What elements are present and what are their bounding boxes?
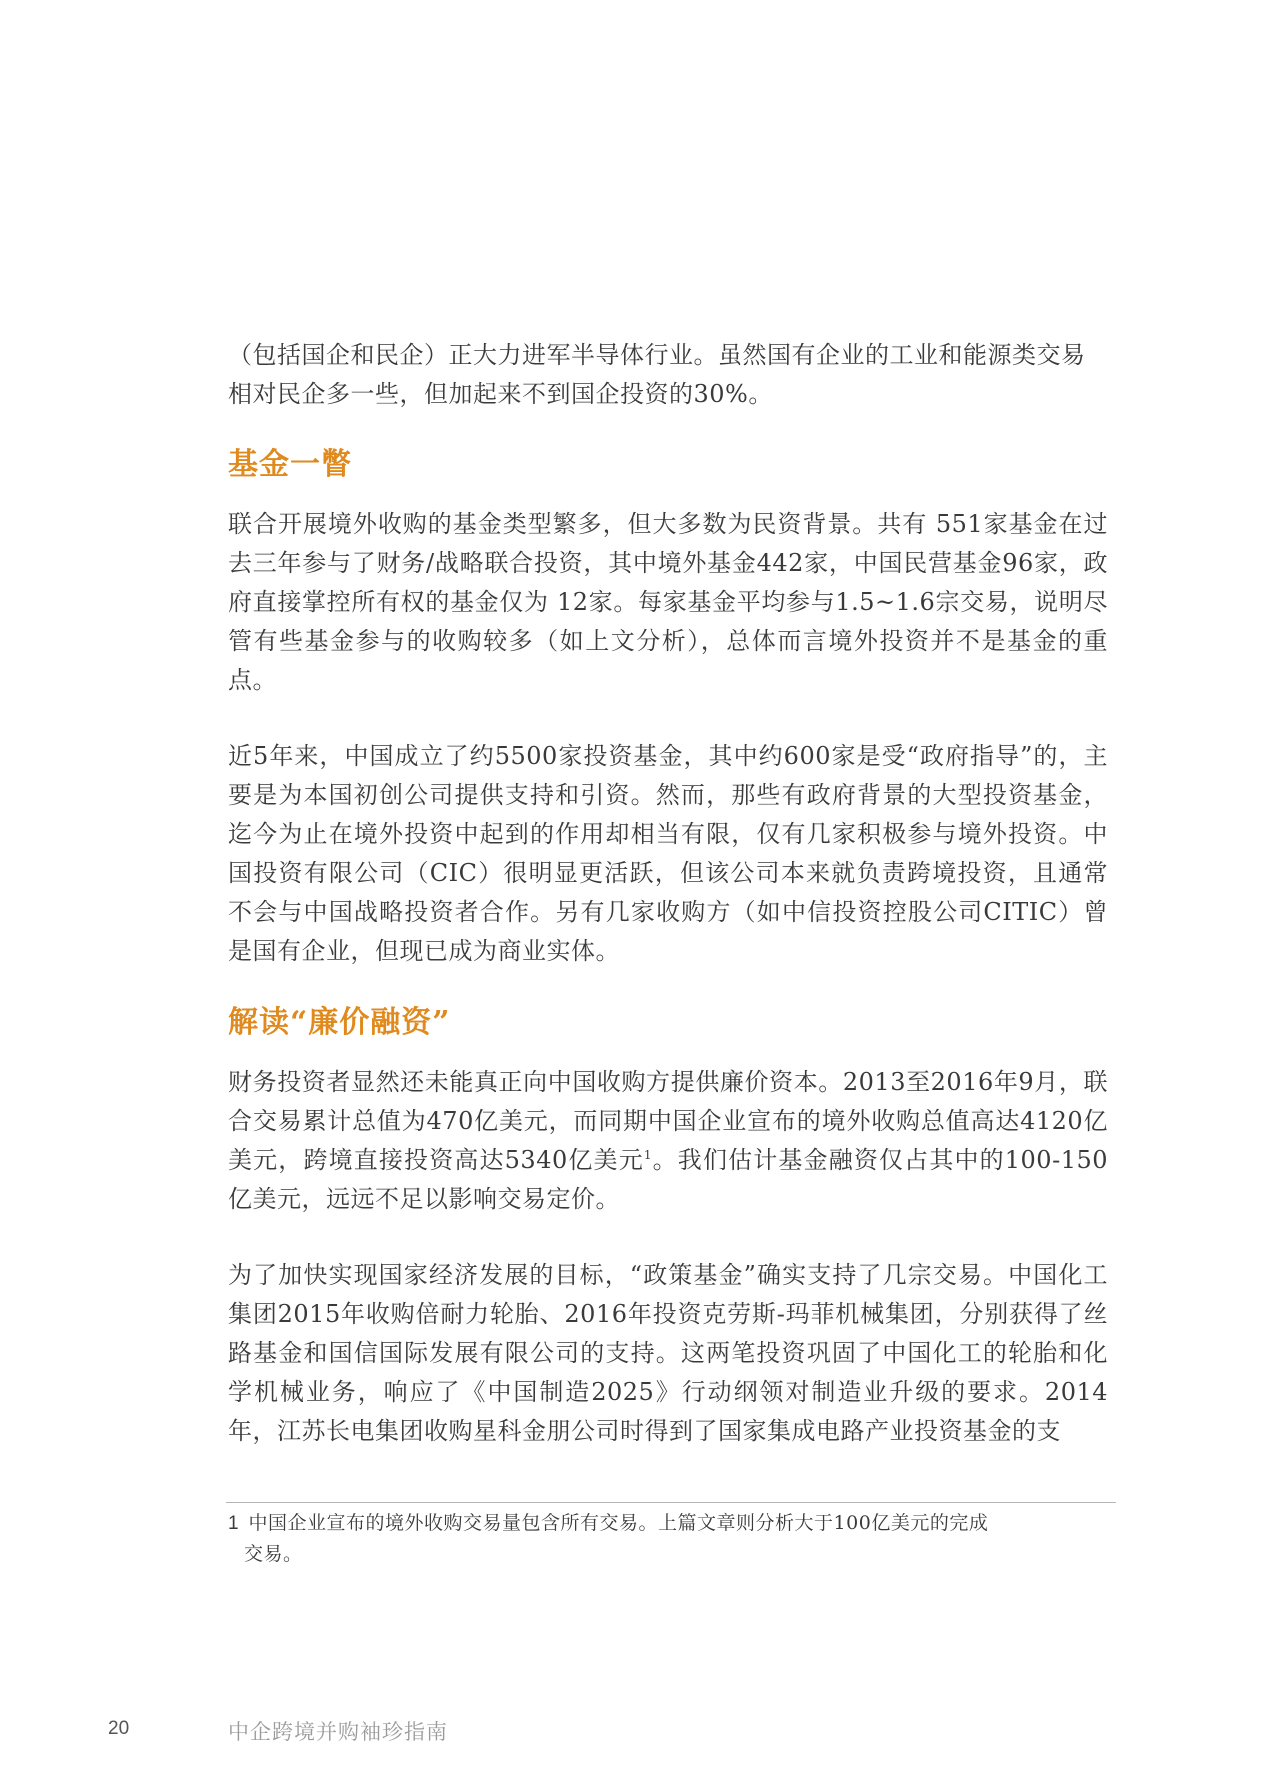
running-title: 中企跨境并购袖珍指南	[228, 1720, 448, 1744]
cheap-financing-text-a: 财务投资者显然还未能真正向中国收购方提供廉价资本。2013至2016年9月，联合交易累计总值为470亿美元，而同期中国企业宣布的境外收购总值高达4120亿美元，跨境直接投资高达5340亿美元	[228, 1068, 1108, 1174]
footnote-number: 1	[228, 1513, 240, 1534]
footnote	[228, 1508, 1108, 1569]
fund-overview-paragraph-1: 联合开展境外收购的基金类型繁多，但大多数为民资背景。共有 551家基金在过去三年参与了财务/战略联合投资，其中境外基金442家，中国民营基金96家，政府直接掌控所有权的基金仅为 12家。每家基金平均参与1.5~1.6宗交易，说明尽管有些基金参与的收购较多（如上文分析），总体而言境外投资并不是基金的重点。	[228, 510, 1108, 694]
main-content	[228, 336, 1108, 1451]
footnote-line-1	[228, 1508, 1108, 1539]
intro-line-2: 相对民企多一些，但加起来不到国企投资的30%。	[228, 380, 773, 408]
section-heading-fund-overview: 基金一瞥	[228, 447, 352, 482]
intro-line-1: （包括国企和民企）正大力进军半导体行业。虽然国有企业的工业和能源类交易	[228, 341, 1086, 369]
page-number: 20	[108, 1718, 130, 1739]
cheap-financing-text-b: 。我们估计基金融资仅占其中的100-150亿美元，远远不足以影响交易定价。	[228, 1146, 1108, 1213]
footnote-reference: 1	[643, 1148, 652, 1162]
fund-overview-paragraph-2: 近5年来，中国成立了约5500家投资基金，其中约600家是受“政府指导”的，主要是为本国初创公司提供支持和引资。然而，那些有政府背景的大型投资基金，迄今为止在境外投资中起到的作用却相当有限，仅有几家积极参与境外投资。中国投资有限公司（CIC）很明显更活跃，但该公司本来就负责跨境投资，且通常不会与中国战略投资者合作。另有几家收购方（如中信投资控股公司CITIC）曾是国有企业，但现已成为商业实体。	[228, 742, 1108, 965]
cheap-financing-paragraph-2: 为了加快实现国家经济发展的目标，“政策基金”确实支持了几宗交易。中国化工集团2015年收购倍耐力轮胎、2016年投资克劳斯-玛菲机械集团，分别获得了丝路基金和国信国际发展有限公司的支持。这两笔投资巩固了中国化工的轮胎和化学机械业务，响应了《中国制造2025》行动纲领对制造业升级的要求。2014年，江苏长电集团收购星科金朋公司时得到了国家集成电路产业投资基金的支	[228, 1261, 1108, 1445]
footnote-divider	[226, 1502, 1116, 1503]
footnote-line-2: 交易。	[244, 1543, 303, 1565]
section-heading-cheap-financing: 解读“廉价融资”	[228, 1005, 451, 1040]
cheap-financing-paragraph-1	[228, 1063, 1108, 1219]
footnote-text-1: 中国企业宣布的境外收购交易量包含所有交易。上篇文章则分析大于100亿美元的完成	[248, 1512, 989, 1534]
intro-paragraph	[228, 336, 1108, 414]
